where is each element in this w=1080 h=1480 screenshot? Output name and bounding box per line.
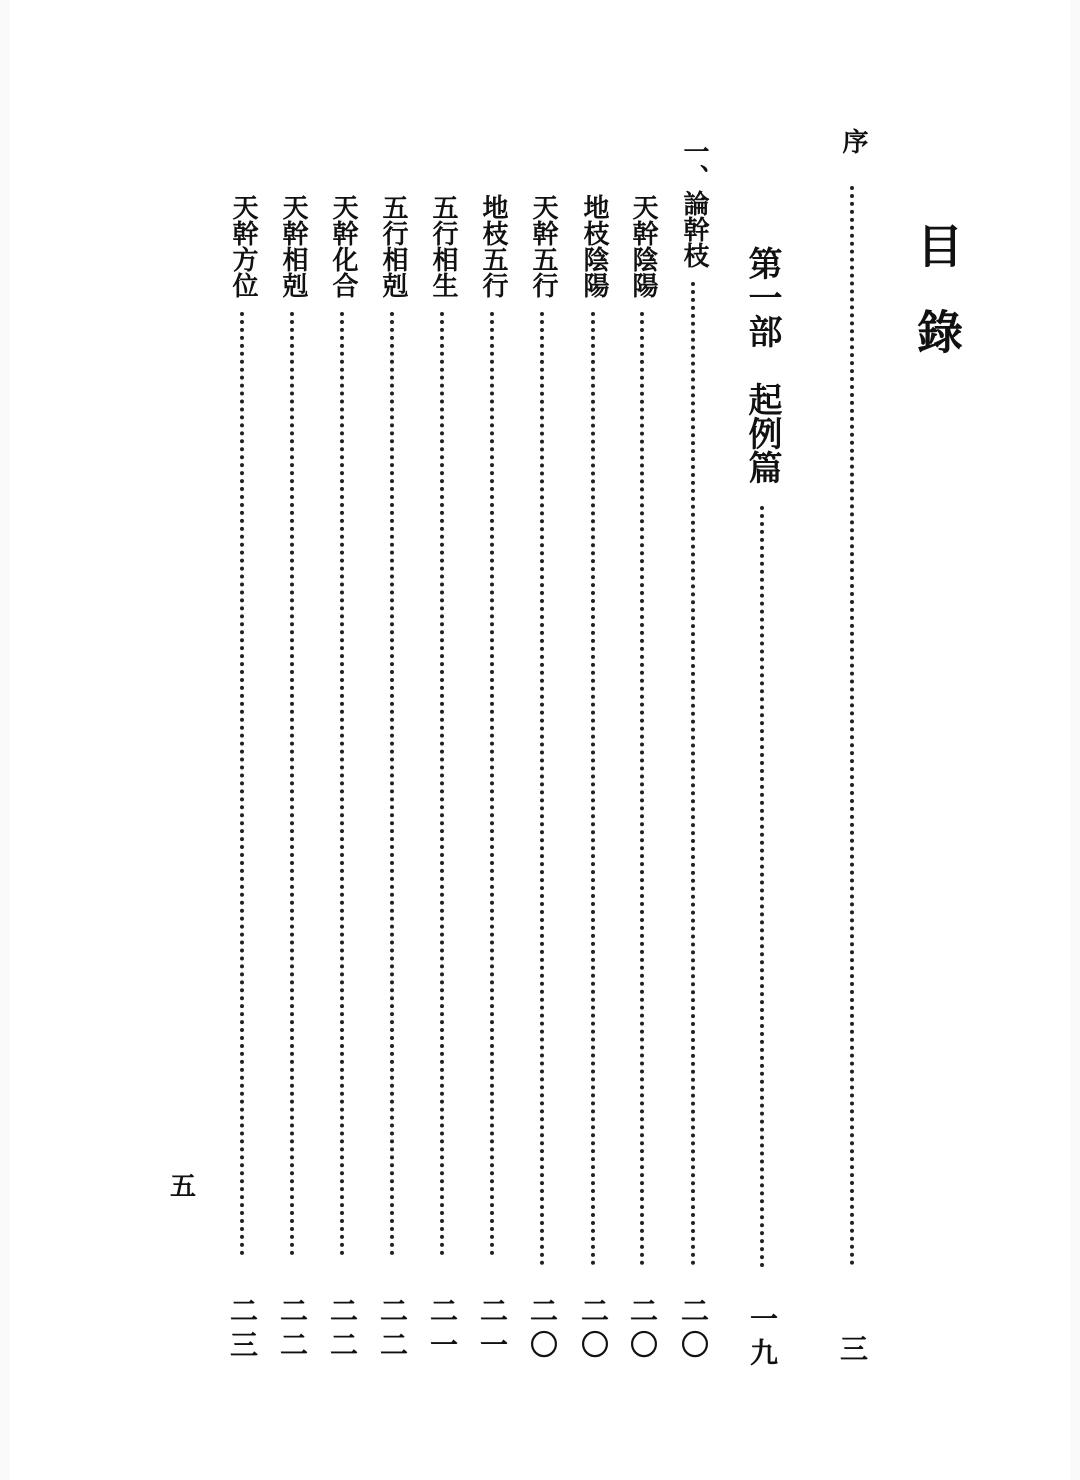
toc-entry-part-one [742, 0, 782, 1480]
dot-leader [691, 282, 695, 1266]
toc-entry-page: 二〇 [526, 1296, 559, 1364]
dot-leader [490, 312, 494, 1256]
toc-entry-page: 二一 [476, 1296, 509, 1364]
toc-entry-stem-direction [222, 0, 262, 1480]
toc-entry-stem-combination [322, 0, 362, 1480]
toc-entry-page: 二〇 [677, 1296, 710, 1364]
contents-title: 目錄 [910, 222, 964, 394]
dot-leader [390, 312, 394, 1256]
toc-entry-label: 地枝陰陽 [579, 194, 609, 298]
toc-entry-label: 天幹陰陽 [628, 194, 658, 298]
toc-entry-branch-yinyang [573, 0, 613, 1480]
dot-leader [290, 312, 294, 1256]
toc-entry-stem-elements [522, 0, 562, 1480]
toc-entry-label: 第一部 起例篇 [742, 246, 782, 484]
toc-entry-page: 一九 [746, 1304, 779, 1372]
toc-entry-label: 地枝五行 [478, 194, 508, 298]
dot-leader [760, 506, 764, 1268]
dot-leader [640, 312, 644, 1266]
dot-leader [340, 312, 344, 1256]
toc-entry-page: 三 [836, 1334, 869, 1368]
toc-entry-page: 二〇 [577, 1296, 610, 1364]
dot-leader [440, 312, 444, 1256]
toc-entry-label: 一、論幹枝 [679, 138, 709, 268]
toc-entry-page: 二三 [226, 1296, 259, 1364]
toc-entry-stem-yinyang [622, 0, 662, 1480]
toc-entry-stem-overcome [272, 0, 312, 1480]
toc-entry-label: 天幹化合 [328, 194, 358, 298]
toc-entry-label: 天幹方位 [228, 194, 258, 298]
dot-leader [240, 312, 244, 1256]
toc-entry-page: 二〇 [626, 1296, 659, 1364]
toc-entry-section-one [673, 0, 713, 1480]
dot-leader [850, 186, 854, 1266]
toc-entry-label: 天幹相剋 [278, 194, 308, 298]
toc-entry-label: 序 [838, 128, 868, 154]
toc-entry-elements-overcome [372, 0, 412, 1480]
toc-entry-label: 五行相生 [428, 194, 458, 298]
toc-entry-page: 二二 [376, 1296, 409, 1364]
page-number: 五 [170, 1172, 197, 1202]
toc-entry-page: 二一 [426, 1296, 459, 1364]
dot-leader [591, 312, 595, 1266]
dot-leader [540, 312, 544, 1266]
toc-entry-page: 二二 [326, 1296, 359, 1364]
toc-entry-elements-generate [422, 0, 462, 1480]
toc-entry-label: 五行相剋 [378, 194, 408, 298]
toc-entry-preface [832, 0, 872, 1480]
toc-entry-branch-elements [472, 0, 512, 1480]
book-page [10, 0, 1070, 1480]
toc-entry-label: 天幹五行 [528, 194, 558, 298]
toc-entry-page: 二二 [276, 1296, 309, 1364]
